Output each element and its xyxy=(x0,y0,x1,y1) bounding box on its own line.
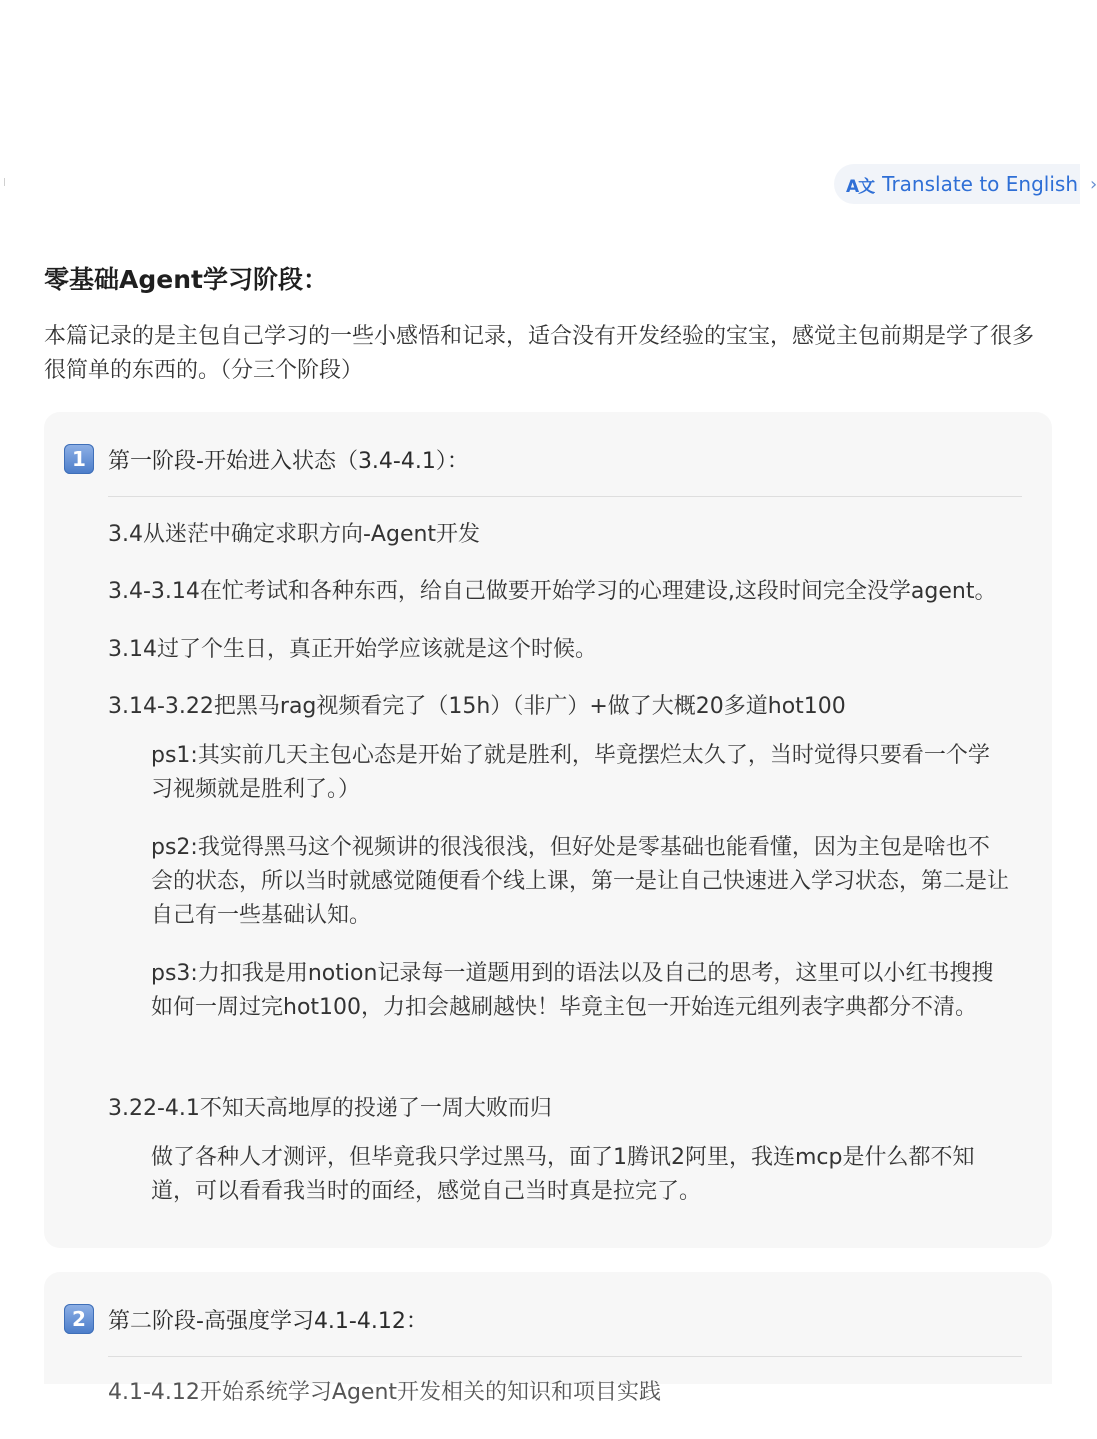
stage-2-card xyxy=(44,1272,1052,1405)
keycap-number-2-icon: 2 xyxy=(64,1304,94,1334)
page-title: 零基础Agent学习阶段： xyxy=(44,265,328,294)
stage-1-subitem: ps1:其实前几天主包心态是开始了就是胜利，毕竟摆烂太久了，当时觉得只要看一个学习视频就是胜利了。） xyxy=(151,743,990,802)
stage-1-item: 3.14-3.22把黑马rag视频看完了（15h）（非广）+做了大概20多道hot100 xyxy=(108,694,846,719)
stage-1-card xyxy=(44,412,1052,1248)
stage-1-subitem: ps3:力扣我是用notion记录每一道题用到的语法以及自己的思考，这里可以小红书搜搜如何一周过完hot100，力扣会越刷越快！毕竟主包一开始连元组列表字典都分不清。 xyxy=(151,961,994,1020)
intro-paragraph: 本篇记录的是主包自己学习的一些小感悟和记录，适合没有开发经验的宝宝，感觉主包前期是学了很多很简单的东西的。（分三个阶段） xyxy=(44,324,1035,383)
stage-1-item: 3.14过了个生日，真正开始学应该就是这个时候。 xyxy=(108,637,597,662)
edge-tick xyxy=(4,178,5,186)
stage-1-item: 3.4-3.14在忙考试和各种东西，给自己做要开始学习的心理建设,这段时间完全没学agent。 xyxy=(108,579,997,604)
stage-2-header xyxy=(64,1302,428,1336)
translate-label: Translate to English xyxy=(882,172,1078,196)
stage-1-subitem: ps2:我觉得黑马这个视频讲的很浅很浅，但好处是零基础也能看懂，因为主包是啥也不会的状态，所以当时就感觉随便看个线上课，第一是让自己快速进入学习状态，第二是让自己有一些基础认知。 xyxy=(151,835,1010,928)
translate-button[interactable] xyxy=(834,164,1097,204)
keycap-number-1-icon: 1 xyxy=(64,444,94,474)
stage-1-item: 3.4从迷茫中确定求职方向-Agent开发 xyxy=(108,522,481,547)
stage-1-item: 3.22-4.1不知天高地厚的投递了一周大败而归 xyxy=(108,1096,552,1121)
stage-1-title: 第一阶段-开始进入状态（3.4-4.1）： xyxy=(108,448,469,474)
translate-icon: A文 xyxy=(846,176,875,197)
stage-2-item: 4.1-4.12开始系统学习Agent开发相关的知识和项目实践 xyxy=(108,1380,662,1405)
stage-1-subitem: 做了各种人才测评，但毕竟我只学过黑马，面了1腾讯2阿里，我连mcp是什么都不知道，可以看看我当时的面经，感觉自己当时真是拉完了。 xyxy=(151,1145,975,1204)
chevron-right-icon: › xyxy=(1090,173,1097,195)
stage-1-header xyxy=(64,442,469,476)
stage-2-title: 第二阶段-高强度学习4.1-4.12： xyxy=(108,1308,428,1334)
stage-2-divider xyxy=(108,1356,1022,1357)
stage-1-divider xyxy=(108,496,1022,497)
